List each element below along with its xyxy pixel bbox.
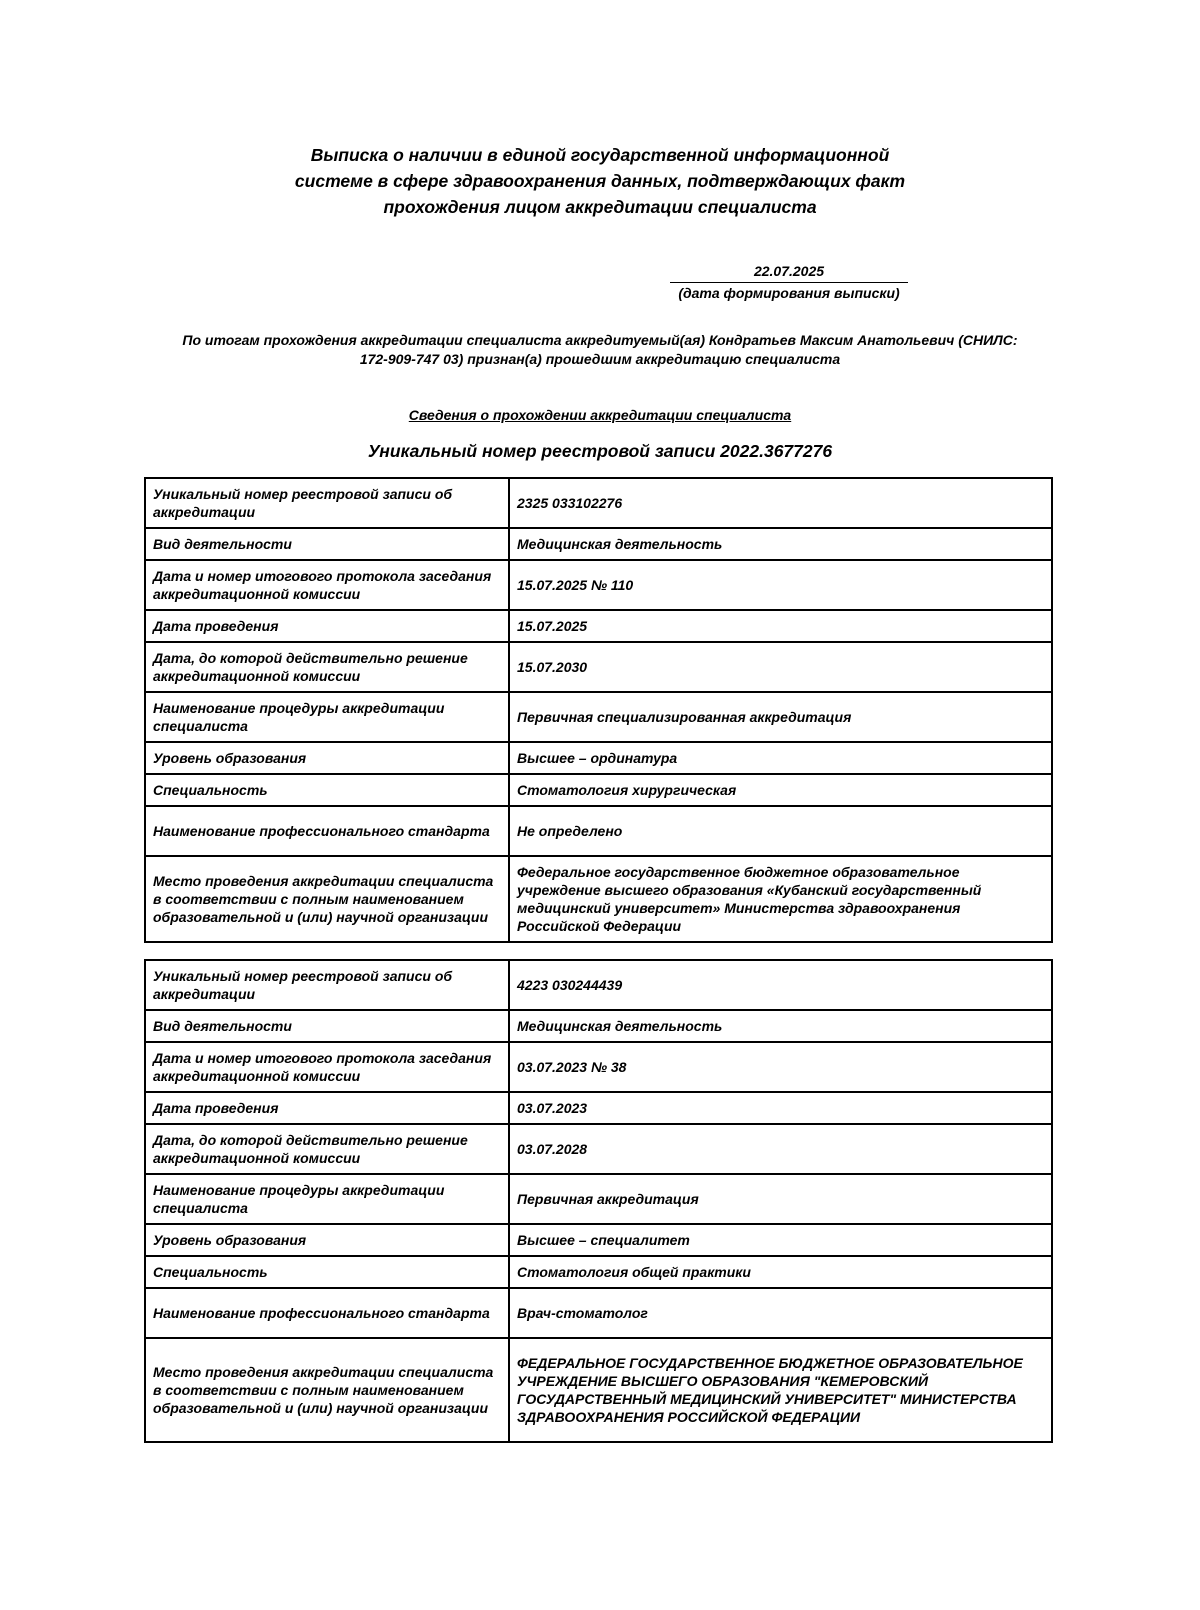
table-row: [145, 560, 1052, 610]
document-title-line: прохождения лицом аккредитации специалиста: [383, 197, 817, 217]
row-label: Наименование профессионального стандарта: [145, 806, 509, 856]
row-value: Высшее – ординатура: [509, 742, 1052, 774]
row-value: Стоматология хирургическая: [509, 774, 1052, 806]
date-block: [670, 262, 908, 303]
row-value: Первичная аккредитация: [509, 1174, 1052, 1224]
document-title-line: системе в сфере здравоохранения данных, подтверждающих факт: [294, 171, 906, 191]
table-row: [145, 1092, 1052, 1124]
row-value: Медицинская деятельность: [509, 1010, 1052, 1042]
row-label: Дата проведения: [145, 1092, 509, 1124]
row-value: 03.07.2023 № 38: [509, 1042, 1052, 1092]
table-row: [145, 742, 1052, 774]
row-label: Уровень образования: [145, 1224, 509, 1256]
row-label: Дата проведения: [145, 610, 509, 642]
intro-line: По итогам прохождения аккредитации специалиста аккредитуемый(ая) Кондратьев Максим Анатольевич (СНИЛС:: [182, 332, 1018, 348]
row-value: 4223 030244439: [509, 960, 1052, 1010]
row-label: Дата, до которой действительно решение аккредитационной комиссии: [145, 1124, 509, 1174]
accreditation-table-2: [144, 959, 1053, 1443]
table-row: [145, 806, 1052, 856]
row-value: Не определено: [509, 806, 1052, 856]
table-row: [145, 1174, 1052, 1224]
row-value: Стоматология общей практики: [509, 1256, 1052, 1288]
row-label: Уникальный номер реестровой записи об аккредитации: [145, 960, 509, 1010]
row-value: 03.07.2023: [509, 1092, 1052, 1124]
intro-line: 172-909-747 03) признан(а) прошедшим аккредитацию специалиста: [359, 351, 841, 367]
row-label: Дата и номер итогового протокола заседания аккредитационной комиссии: [145, 1042, 509, 1092]
table-row: [145, 642, 1052, 692]
row-label: Наименование процедуры аккредитации специалиста: [145, 692, 509, 742]
row-value: 15.07.2025: [509, 610, 1052, 642]
table-row: [145, 1338, 1052, 1442]
row-value: 15.07.2030: [509, 642, 1052, 692]
row-value: ФЕДЕРАЛЬНОЕ ГОСУДАРСТВЕННОЕ БЮДЖЕТНОЕ ОБРАЗОВАТЕЛЬНОЕ УЧРЕЖДЕНИЕ ВЫСШЕГО ОБРАЗОВАНИЯ "КЕМЕРОВСКИЙ ГОСУДАРСТВЕННЫЙ МЕДИЦИНСКИЙ УНИВЕРСИТЕТ" МИНИСТЕРСТВА ЗДРАВООХРАНЕНИЯ РОССИЙСКОЙ ФЕДЕРАЦИИ: [509, 1338, 1052, 1442]
row-label: Специальность: [145, 1256, 509, 1288]
row-label: Вид деятельности: [145, 528, 509, 560]
table-row: [145, 692, 1052, 742]
row-value: 03.07.2028: [509, 1124, 1052, 1174]
row-value: Врач-стоматолог: [509, 1288, 1052, 1338]
table-row: [145, 774, 1052, 806]
row-value: 15.07.2025 № 110: [509, 560, 1052, 610]
row-label: Наименование процедуры аккредитации специалиста: [145, 1174, 509, 1224]
document-title: [0, 142, 1200, 220]
row-value: Медицинская деятельность: [509, 528, 1052, 560]
section-heading: Сведения о прохождении аккредитации специалиста: [408, 407, 792, 423]
row-value: Федеральное государственное бюджетное образовательное учреждение высшего образования «Кубанский государственный медицинский университет» Министерства здравоохранения Российской Федерации: [509, 856, 1052, 942]
table-row: [145, 528, 1052, 560]
table-row: [145, 1010, 1052, 1042]
table-row: [145, 1124, 1052, 1174]
issue-date: 22.07.2025: [670, 262, 908, 283]
row-label: Место проведения аккредитации специалиста в соответствии с полным наименованием образовательной и (или) научной организации: [145, 1338, 509, 1442]
row-label: Дата и номер итогового протокола заседания аккредитационной комиссии: [145, 560, 509, 610]
table-row: [145, 1256, 1052, 1288]
table-row: [145, 478, 1052, 528]
row-label: Специальность: [145, 774, 509, 806]
row-label: Место проведения аккредитации специалиста в соответствии с полным наименованием образовательной и (или) научной организации: [145, 856, 509, 942]
issue-date-caption: (дата формирования выписки): [678, 285, 900, 301]
table-row: [145, 1288, 1052, 1338]
row-label: Наименование профессионального стандарта: [145, 1288, 509, 1338]
row-value: 2325 033102276: [509, 478, 1052, 528]
table-row: [145, 1224, 1052, 1256]
accreditation-table-1: [144, 477, 1053, 943]
row-label: Вид деятельности: [145, 1010, 509, 1042]
intro-statement: [140, 331, 1060, 369]
registry-number: Уникальный номер реестровой записи 2022.3677276: [367, 441, 833, 461]
row-label: Уникальный номер реестровой записи об аккредитации: [145, 478, 509, 528]
table-row: [145, 856, 1052, 942]
table-row: [145, 610, 1052, 642]
document-title-line: Выписка о наличии в единой государственной информационной: [310, 145, 890, 165]
row-value: Первичная специализированная аккредитация: [509, 692, 1052, 742]
table-row: [145, 960, 1052, 1010]
row-label: Дата, до которой действительно решение аккредитационной комиссии: [145, 642, 509, 692]
row-label: Уровень образования: [145, 742, 509, 774]
row-value: Высшее – специалитет: [509, 1224, 1052, 1256]
table-row: [145, 1042, 1052, 1092]
